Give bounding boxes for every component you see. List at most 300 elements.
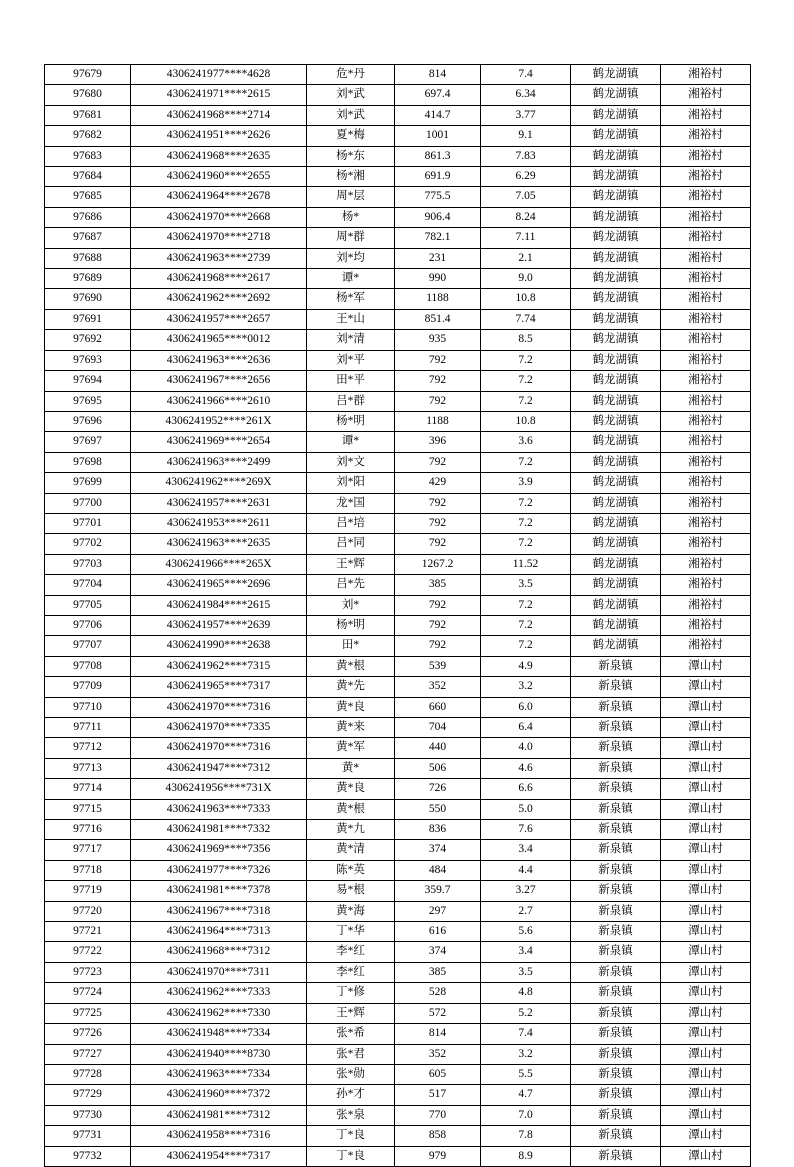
cell-id_number: 4306241953****2611 [131,513,307,533]
cell-town: 鹤龙湖镇 [571,636,661,656]
cell-town: 新泉镇 [571,1064,661,1084]
cell-name: 黄*军 [307,738,395,758]
table-row [45,820,751,840]
cell-id_number: 4306241963****2499 [131,452,307,472]
cell-village: 湘裕村 [661,167,751,187]
cell-rate: 3.6 [481,432,571,452]
cell-rate: 7.8 [481,1126,571,1146]
cell-id_number: 4306241940****8730 [131,1044,307,1064]
cell-seq: 97700 [45,493,131,513]
table-row [45,1085,751,1105]
table-row [45,493,751,513]
cell-rate: 3.2 [481,677,571,697]
cell-town: 新泉镇 [571,1003,661,1023]
cell-rate: 10.8 [481,411,571,431]
cell-amount: 726 [395,779,481,799]
cell-seq: 97711 [45,718,131,738]
cell-amount: 605 [395,1064,481,1084]
cell-seq: 97723 [45,962,131,982]
cell-rate: 7.4 [481,65,571,85]
cell-village: 潭山村 [661,718,751,738]
table-row [45,146,751,166]
table-row [45,881,751,901]
cell-amount: 792 [395,534,481,554]
cell-rate: 6.34 [481,85,571,105]
cell-village: 潭山村 [661,1003,751,1023]
table-row [45,513,751,533]
cell-town: 新泉镇 [571,738,661,758]
cell-town: 鹤龙湖镇 [571,330,661,350]
cell-town: 新泉镇 [571,779,661,799]
cell-id_number: 4306241963****2739 [131,248,307,268]
table-row [45,1105,751,1125]
cell-seq: 97714 [45,779,131,799]
cell-town: 鹤龙湖镇 [571,493,661,513]
cell-rate: 7.2 [481,636,571,656]
table-row [45,901,751,921]
cell-village: 潭山村 [661,1146,751,1166]
cell-id_number: 4306241964****7313 [131,922,307,942]
cell-amount: 990 [395,269,481,289]
cell-rate: 7.2 [481,534,571,554]
cell-id_number: 4306241969****2654 [131,432,307,452]
cell-amount: 414.7 [395,105,481,125]
cell-village: 湘裕村 [661,493,751,513]
cell-village: 湘裕村 [661,330,751,350]
cell-id_number: 4306241968****2617 [131,269,307,289]
table-row [45,942,751,962]
cell-id_number: 4306241970****2718 [131,228,307,248]
table-row [45,1044,751,1064]
cell-amount: 572 [395,1003,481,1023]
cell-amount: 517 [395,1085,481,1105]
cell-id_number: 4306241981****7332 [131,820,307,840]
cell-name: 黄*良 [307,779,395,799]
cell-id_number: 4306241957****2631 [131,493,307,513]
cell-id_number: 4306241954****7317 [131,1146,307,1166]
cell-amount: 792 [395,595,481,615]
cell-name: 吕*先 [307,575,395,595]
cell-seq: 97732 [45,1146,131,1166]
cell-seq: 97727 [45,1044,131,1064]
cell-id_number: 4306241990****2638 [131,636,307,656]
cell-name: 吕*培 [307,513,395,533]
cell-village: 湘裕村 [661,228,751,248]
cell-village: 湘裕村 [661,65,751,85]
cell-amount: 506 [395,758,481,778]
cell-id_number: 4306241966****265X [131,554,307,574]
cell-rate: 6.6 [481,779,571,799]
cell-town: 新泉镇 [571,922,661,942]
cell-town: 鹤龙湖镇 [571,615,661,635]
cell-id_number: 4306241966****2610 [131,391,307,411]
table-row [45,126,751,146]
cell-town: 新泉镇 [571,840,661,860]
cell-town: 新泉镇 [571,1126,661,1146]
table-body [45,65,751,1167]
cell-village: 湘裕村 [661,85,751,105]
cell-amount: 792 [395,615,481,635]
cell-seq: 97695 [45,391,131,411]
cell-rate: 4.0 [481,738,571,758]
cell-amount: 836 [395,820,481,840]
cell-town: 鹤龙湖镇 [571,411,661,431]
table-row [45,65,751,85]
cell-amount: 1188 [395,411,481,431]
cell-village: 湘裕村 [661,371,751,391]
cell-id_number: 4306241981****7312 [131,1105,307,1125]
cell-rate: 4.4 [481,860,571,880]
cell-amount: 935 [395,330,481,350]
cell-amount: 814 [395,1024,481,1044]
cell-name: 孙*才 [307,1085,395,1105]
table-row [45,758,751,778]
cell-village: 湘裕村 [661,105,751,125]
cell-id_number: 4306241984****2615 [131,595,307,615]
cell-town: 新泉镇 [571,962,661,982]
cell-town: 新泉镇 [571,860,661,880]
cell-id_number: 4306241981****7378 [131,881,307,901]
cell-town: 鹤龙湖镇 [571,289,661,309]
cell-rate: 7.2 [481,452,571,472]
cell-name: 刘*阳 [307,473,395,493]
table-row [45,718,751,738]
cell-seq: 97709 [45,677,131,697]
cell-id_number: 4306241970****7316 [131,738,307,758]
cell-seq: 97716 [45,820,131,840]
cell-village: 潭山村 [661,779,751,799]
cell-seq: 97715 [45,799,131,819]
cell-name: 谭* [307,269,395,289]
table-row [45,1146,751,1166]
cell-amount: 792 [395,452,481,472]
cell-name: 刘*武 [307,105,395,125]
cell-amount: 704 [395,718,481,738]
cell-town: 新泉镇 [571,1105,661,1125]
cell-id_number: 4306241963****2636 [131,350,307,370]
cell-name: 王*山 [307,309,395,329]
cell-town: 鹤龙湖镇 [571,452,661,472]
cell-id_number: 4306241962****269X [131,473,307,493]
cell-rate: 3.9 [481,473,571,493]
cell-rate: 7.2 [481,493,571,513]
cell-rate: 4.8 [481,983,571,1003]
beneficiary-table [44,64,751,1167]
cell-town: 新泉镇 [571,758,661,778]
cell-rate: 4.6 [481,758,571,778]
cell-amount: 385 [395,575,481,595]
cell-seq: 97725 [45,1003,131,1023]
cell-id_number: 4306241957****2657 [131,309,307,329]
cell-town: 鹤龙湖镇 [571,269,661,289]
cell-village: 湘裕村 [661,248,751,268]
cell-amount: 374 [395,942,481,962]
cell-amount: 352 [395,677,481,697]
cell-town: 新泉镇 [571,942,661,962]
cell-rate: 7.6 [481,820,571,840]
cell-seq: 97731 [45,1126,131,1146]
table-row [45,738,751,758]
cell-name: 杨*明 [307,615,395,635]
table-row [45,85,751,105]
cell-rate: 10.8 [481,289,571,309]
cell-rate: 11.52 [481,554,571,574]
cell-amount: 385 [395,962,481,982]
cell-seq: 97683 [45,146,131,166]
cell-seq: 97702 [45,534,131,554]
cell-town: 鹤龙湖镇 [571,309,661,329]
cell-name: 危*丹 [307,65,395,85]
cell-town: 新泉镇 [571,901,661,921]
cell-village: 湘裕村 [661,309,751,329]
cell-name: 黄*根 [307,656,395,676]
cell-amount: 792 [395,350,481,370]
cell-town: 鹤龙湖镇 [571,575,661,595]
cell-town: 新泉镇 [571,1085,661,1105]
table-row [45,534,751,554]
cell-name: 杨*东 [307,146,395,166]
cell-name: 田*平 [307,371,395,391]
cell-village: 湘裕村 [661,513,751,533]
cell-id_number: 4306241964****2678 [131,187,307,207]
cell-rate: 5.2 [481,1003,571,1023]
table-row [45,697,751,717]
cell-amount: 851.4 [395,309,481,329]
cell-amount: 484 [395,860,481,880]
cell-rate: 7.05 [481,187,571,207]
cell-amount: 792 [395,391,481,411]
table-row [45,391,751,411]
cell-amount: 374 [395,840,481,860]
cell-village: 潭山村 [661,820,751,840]
cell-amount: 782.1 [395,228,481,248]
cell-town: 新泉镇 [571,718,661,738]
table-row [45,554,751,574]
cell-village: 湘裕村 [661,452,751,472]
cell-seq: 97688 [45,248,131,268]
cell-town: 鹤龙湖镇 [571,473,661,493]
cell-name: 易*根 [307,881,395,901]
cell-seq: 97685 [45,187,131,207]
cell-rate: 7.2 [481,595,571,615]
cell-rate: 6.29 [481,167,571,187]
cell-town: 新泉镇 [571,697,661,717]
cell-seq: 97693 [45,350,131,370]
cell-rate: 7.2 [481,350,571,370]
cell-rate: 9.0 [481,269,571,289]
cell-seq: 97690 [45,289,131,309]
cell-village: 潭山村 [661,738,751,758]
cell-rate: 3.4 [481,840,571,860]
cell-seq: 97687 [45,228,131,248]
cell-name: 黄*先 [307,677,395,697]
cell-village: 潭山村 [661,881,751,901]
cell-name: 张*泉 [307,1105,395,1125]
cell-name: 杨*明 [307,411,395,431]
cell-name: 刘*文 [307,452,395,472]
cell-rate: 7.2 [481,513,571,533]
cell-name: 黄* [307,758,395,778]
cell-id_number: 4306241968****2714 [131,105,307,125]
cell-amount: 297 [395,901,481,921]
table-row [45,309,751,329]
cell-rate: 2.7 [481,901,571,921]
cell-amount: 792 [395,371,481,391]
table-row [45,330,751,350]
table-row [45,595,751,615]
cell-name: 黄*根 [307,799,395,819]
cell-id_number: 4306241947****7312 [131,758,307,778]
cell-town: 鹤龙湖镇 [571,146,661,166]
table-row [45,615,751,635]
cell-name: 张*希 [307,1024,395,1044]
cell-name: 刘*清 [307,330,395,350]
cell-rate: 3.5 [481,575,571,595]
cell-seq: 97706 [45,615,131,635]
cell-seq: 97717 [45,840,131,860]
cell-seq: 97684 [45,167,131,187]
cell-seq: 97730 [45,1105,131,1125]
table-row [45,1064,751,1084]
table-row [45,860,751,880]
cell-seq: 97703 [45,554,131,574]
cell-rate: 3.2 [481,1044,571,1064]
cell-town: 鹤龙湖镇 [571,126,661,146]
cell-name: 李*红 [307,942,395,962]
cell-name: 龙*国 [307,493,395,513]
cell-town: 鹤龙湖镇 [571,513,661,533]
cell-village: 潭山村 [661,799,751,819]
table-row [45,207,751,227]
cell-village: 湘裕村 [661,473,751,493]
cell-village: 湘裕村 [661,411,751,431]
cell-id_number: 4306241965****2696 [131,575,307,595]
table-row [45,779,751,799]
cell-rate: 5.6 [481,922,571,942]
table-row [45,799,751,819]
cell-village: 潭山村 [661,860,751,880]
cell-name: 刘*武 [307,85,395,105]
cell-seq: 97718 [45,860,131,880]
table-row [45,636,751,656]
cell-town: 鹤龙湖镇 [571,207,661,227]
cell-town: 新泉镇 [571,1146,661,1166]
cell-village: 潭山村 [661,983,751,1003]
cell-id_number: 4306241965****0012 [131,330,307,350]
cell-id_number: 4306241948****7334 [131,1024,307,1044]
cell-id_number: 4306241958****7316 [131,1126,307,1146]
cell-name: 丁*良 [307,1126,395,1146]
cell-rate: 7.74 [481,309,571,329]
cell-rate: 7.2 [481,391,571,411]
table-row [45,677,751,697]
cell-seq: 97726 [45,1024,131,1044]
cell-name: 夏*梅 [307,126,395,146]
cell-seq: 97686 [45,207,131,227]
cell-village: 湘裕村 [661,615,751,635]
cell-seq: 97720 [45,901,131,921]
cell-name: 丁*良 [307,1146,395,1166]
cell-seq: 97699 [45,473,131,493]
table-row [45,962,751,982]
cell-id_number: 4306241970****7311 [131,962,307,982]
table-row [45,167,751,187]
cell-seq: 97713 [45,758,131,778]
cell-village: 湘裕村 [661,432,751,452]
cell-village: 湘裕村 [661,289,751,309]
cell-rate: 7.11 [481,228,571,248]
cell-name: 张*君 [307,1044,395,1064]
cell-seq: 97705 [45,595,131,615]
table-row [45,248,751,268]
cell-amount: 539 [395,656,481,676]
cell-name: 黄*清 [307,840,395,860]
cell-id_number: 4306241971****2615 [131,85,307,105]
cell-seq: 97701 [45,513,131,533]
cell-name: 杨*军 [307,289,395,309]
cell-town: 鹤龙湖镇 [571,432,661,452]
cell-amount: 359.7 [395,881,481,901]
cell-seq: 97722 [45,942,131,962]
cell-town: 鹤龙湖镇 [571,554,661,574]
table-row [45,473,751,493]
cell-name: 李*红 [307,962,395,982]
cell-seq: 97704 [45,575,131,595]
cell-town: 新泉镇 [571,983,661,1003]
cell-rate: 7.2 [481,615,571,635]
cell-seq: 97710 [45,697,131,717]
cell-town: 鹤龙湖镇 [571,167,661,187]
cell-seq: 97680 [45,85,131,105]
cell-name: 田* [307,636,395,656]
cell-id_number: 4306241962****7330 [131,1003,307,1023]
cell-amount: 792 [395,636,481,656]
cell-id_number: 4306241962****7315 [131,656,307,676]
cell-seq: 97708 [45,656,131,676]
cell-town: 鹤龙湖镇 [571,228,661,248]
cell-village: 湘裕村 [661,146,751,166]
cell-id_number: 4306241963****7334 [131,1064,307,1084]
cell-seq: 97707 [45,636,131,656]
cell-town: 新泉镇 [571,1024,661,1044]
cell-town: 鹤龙湖镇 [571,85,661,105]
cell-village: 湘裕村 [661,187,751,207]
table-row [45,983,751,1003]
cell-village: 湘裕村 [661,575,751,595]
cell-rate: 8.9 [481,1146,571,1166]
cell-id_number: 4306241951****2626 [131,126,307,146]
cell-name: 丁*华 [307,922,395,942]
cell-rate: 2.1 [481,248,571,268]
cell-town: 鹤龙湖镇 [571,65,661,85]
cell-amount: 616 [395,922,481,942]
cell-village: 湘裕村 [661,350,751,370]
cell-rate: 7.2 [481,371,571,391]
cell-seq: 97729 [45,1085,131,1105]
cell-amount: 550 [395,799,481,819]
cell-id_number: 4306241963****2635 [131,534,307,554]
cell-amount: 770 [395,1105,481,1125]
table-row [45,228,751,248]
cell-village: 潭山村 [661,1105,751,1125]
cell-rate: 7.83 [481,146,571,166]
cell-name: 王*辉 [307,554,395,574]
cell-seq: 97694 [45,371,131,391]
cell-seq: 97698 [45,452,131,472]
cell-village: 湘裕村 [661,126,751,146]
cell-rate: 6.0 [481,697,571,717]
cell-village: 潭山村 [661,1085,751,1105]
